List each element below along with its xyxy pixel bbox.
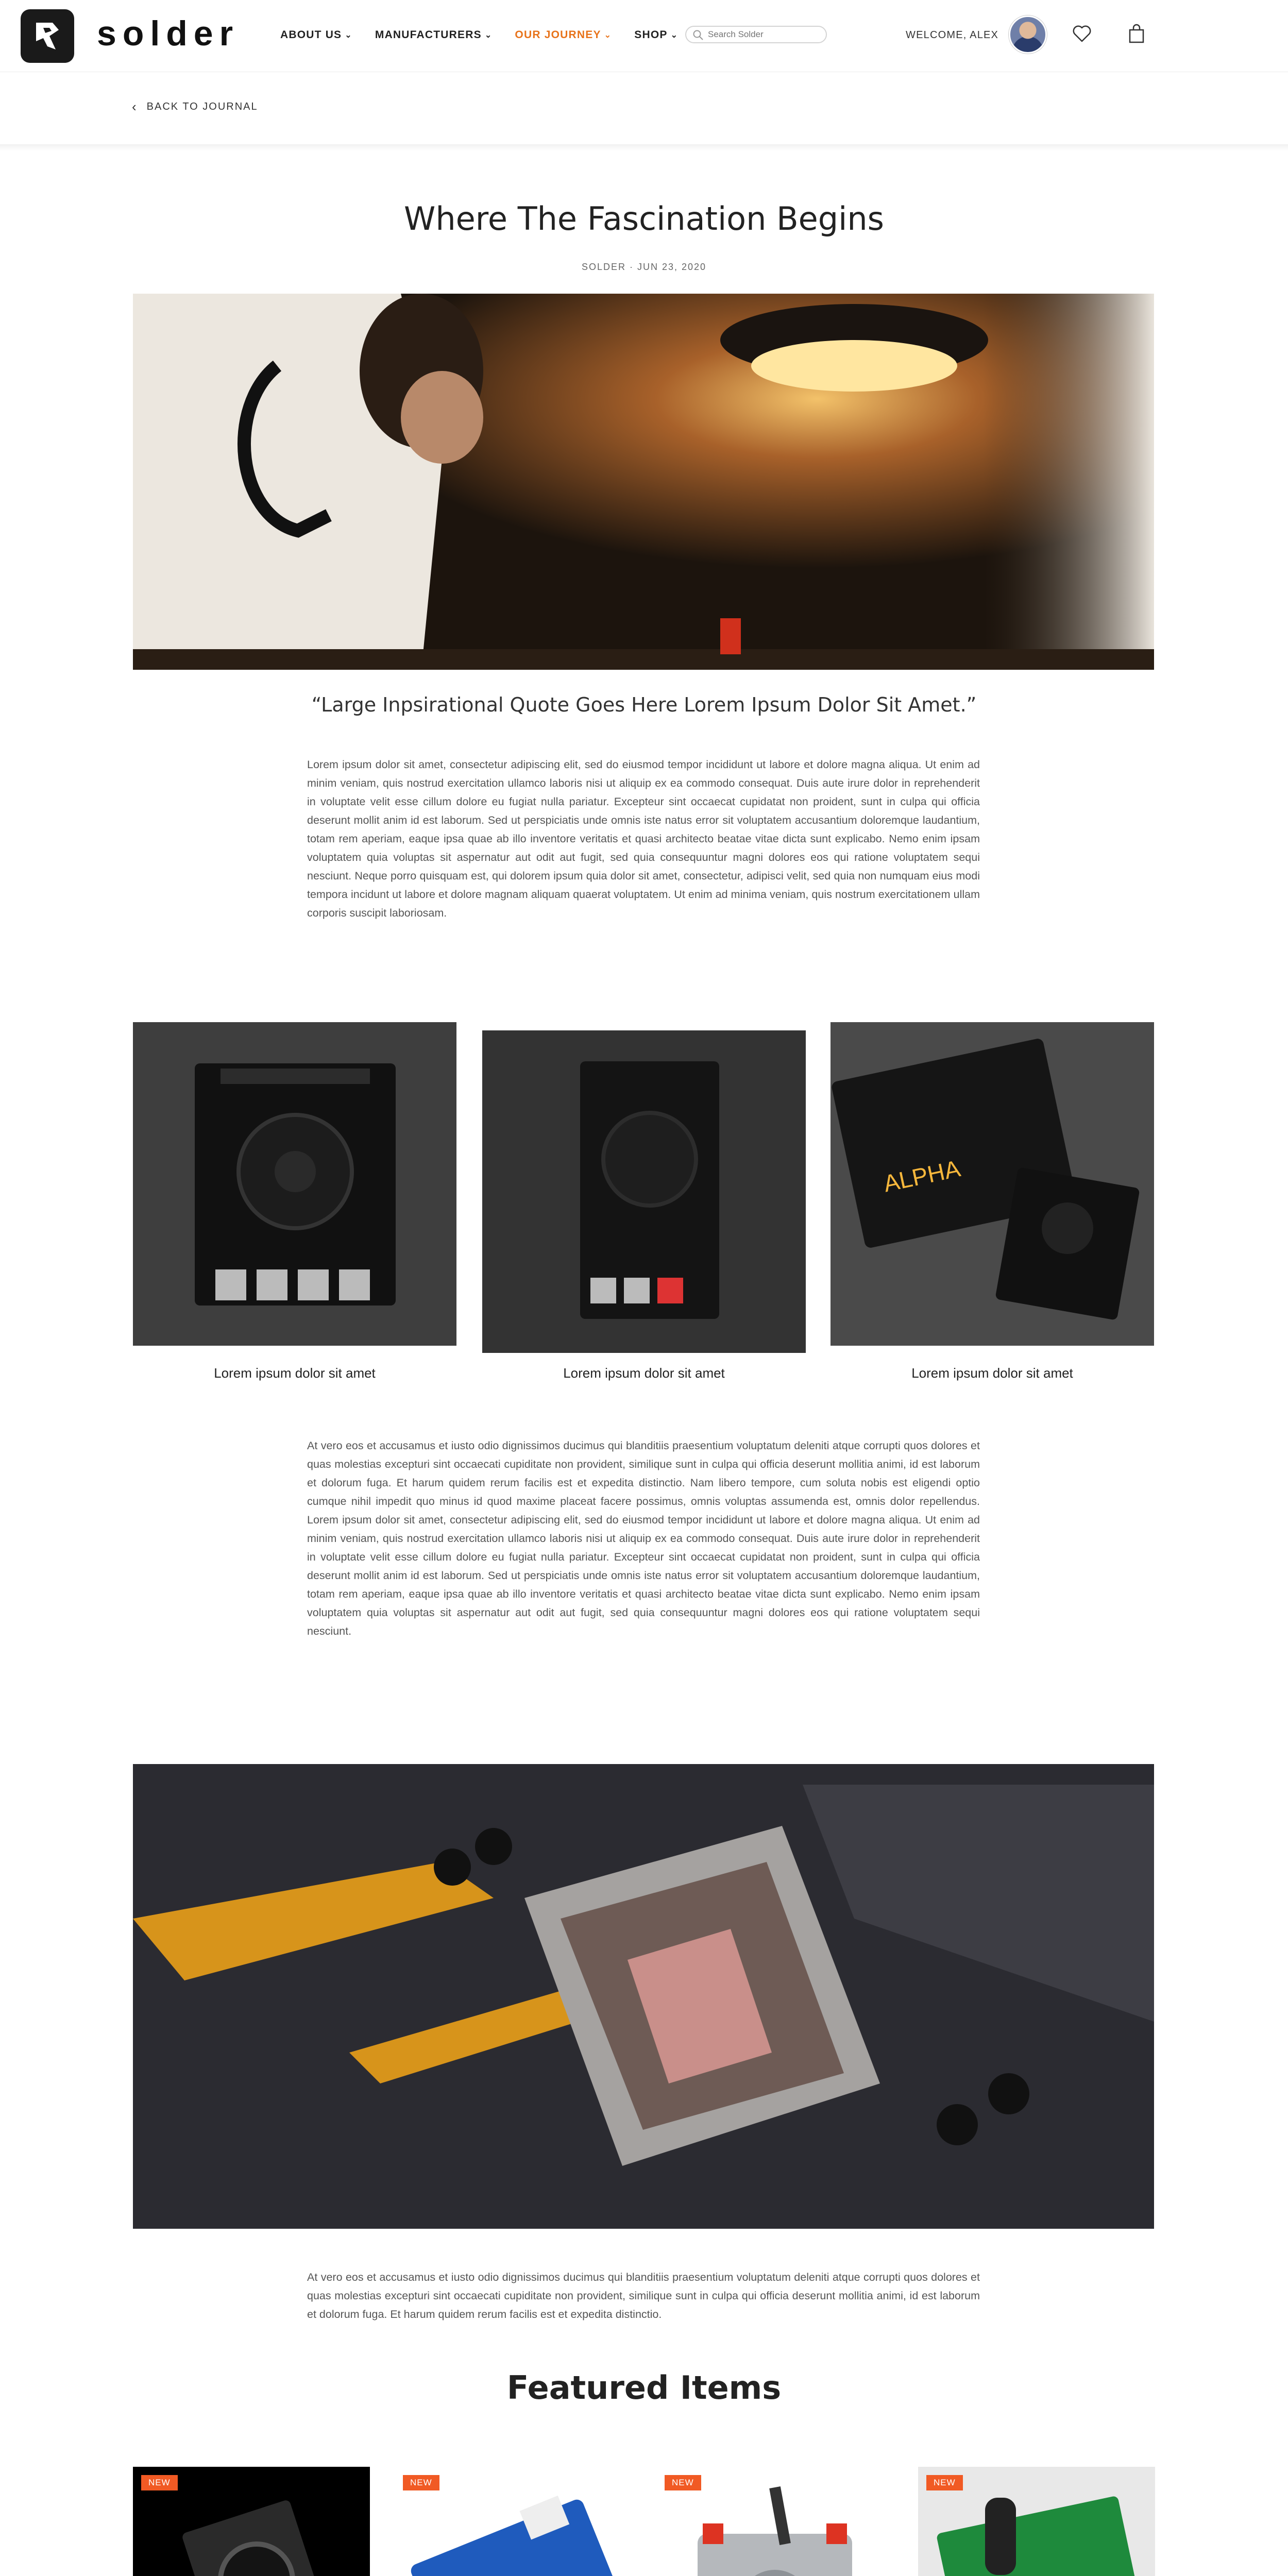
nav-our-journey[interactable] [515, 29, 612, 41]
logo-wordmark[interactable]: solder [97, 14, 240, 53]
back-link-label: BACK TO JOURNAL [146, 101, 258, 112]
product-card[interactable] [133, 2467, 370, 2576]
product-card[interactable] [395, 2467, 632, 2576]
chevron-left-icon: ‹ [132, 99, 138, 114]
motherboard-image [133, 1764, 1154, 2229]
gallery-caption: Lorem ipsum dolor sit amet [563, 1365, 725, 1381]
nav-label: ABOUT US [280, 29, 342, 41]
nav-about-us[interactable] [280, 29, 352, 41]
logo-icon[interactable] [21, 9, 74, 63]
article-meta: SOLDER · JUN 23, 2020 [581, 262, 707, 272]
nav-label: OUR JOURNEY [515, 29, 601, 41]
product-card[interactable] [656, 2467, 893, 2576]
divider [0, 144, 1288, 151]
gallery-image [831, 1022, 1154, 1346]
chevron-down-icon: ⌄ [484, 31, 493, 40]
article-paragraph: At vero eos et accusamus et iusto odio dignissimos ducimus qui blanditiis praesentium voluptatum deleniti atque corrupti quos dolores et quas molestias excepturi sint occaecati cupiditate non provident, similique sunt in culpa qui officia deserunt mollitia animi, id est laborum et dolorum fuga. Et harum quidem rerum facilis est et expedita distinctio. [307, 2271, 980, 2320]
nav-label: SHOP [634, 29, 668, 41]
new-badge: NEW [403, 2475, 439, 2490]
chevron-down-icon: ⌄ [604, 31, 612, 40]
featured-title: Featured Items [506, 2369, 782, 2406]
svg-text:ALPHA: ALPHA [881, 1155, 963, 1197]
hero-image [133, 294, 1154, 670]
search-icon [692, 29, 704, 41]
gallery-image [133, 1022, 456, 1346]
article-paragraph: At vero eos et accusamus et iusto odio dignissimos ducimus qui blanditiis praesentium voluptatum deleniti atque corrupti quos dolores et quas molestias excepturi sint occaecati cupiditate non provident, similique sunt in culpa qui officia deserunt mollitia animi, id est laborum et dolorum fuga. Et harum quidem rerum facilis est et expedita distinctio. Nam libero tempore, cum soluta nobis est eligendi optio cumque nihil impedit quo minus id quod maxime placeat facere possimus, omnis voluptas assumenda est, omnis dolor repellendus. Lorem ipsum dolor sit amet, consectetur adipiscing elit, sed do eiusmod tempor incididunt ut labore et dolore magna aliqua. Ut enim ad minim veniam, quis nostrud exercitation ullamco laboris nisi ut aliquip ex ea commodo consequat. Duis aute irure dolor in reprehenderit in voluptate velit esse cillum dolore eu fugiat nulla pariatur. Excepteur sint occaecat cupidatat non proident, sunt in culpa qui officia deserunt mollit anim id est laborum. Sed ut perspiciatis unde omnis iste natus error sit voluptatem accusantium doloremque laudantium, totam rem aperiam, eaque ipsa quae ab illo inventore veritatis et quasi architecto beatae vitae dicta sunt explicabo. Nemo enim ipsam voluptatem quia voluptas sit aspernatur aut odit aut fugit, sed quia consequuntur magni dolores eos qui ratione voluptatem sequi nesciunt. [307, 1439, 980, 1637]
gallery-caption: Lorem ipsum dolor sit amet [911, 1365, 1073, 1381]
bag-icon[interactable] [1127, 24, 1146, 44]
chevron-down-icon: ⌄ [670, 31, 679, 40]
avatar[interactable] [1009, 15, 1047, 54]
welcome-text: WELCOME, ALEX [906, 29, 999, 41]
gallery-caption: Lorem ipsum dolor sit amet [214, 1365, 376, 1381]
article-paragraph: Lorem ipsum dolor sit amet, consectetur adipiscing elit, sed do eiusmod tempor incididunt ut labore et dolore magna aliqua. Ut enim ad minim veniam, quis nostrud exercitation ullamco laboris nisi ut aliquip ex ea commodo consequat. Duis aute irure dolor in reprehenderit in voluptate velit esse cillum dolore eu fugiat nulla pariatur. Excepteur sint occaecat cupidatat non proident, sunt in culpa qui officia deserunt mollit anim id est laborum. Sed ut perspiciatis unde omnis iste natus error sit voluptatem accusantium doloremque laudantium, totam rem aperiam, eaque ipsa quae ab illo inventore veritatis et quasi architecto beatae vitae dicta sunt explicabo. Nemo enim ipsam voluptatem quia voluptas sit aspernatur aut odit aut fugit, sed quia consequuntur magni dolores eos qui ratione voluptatem sequi nesciunt. Neque porro quisquam est, qui dolorem ipsum quia dolor sit amet, consectetur, adipisci velit, sed quia non numquam eius modi tempora incidunt ut labore et dolore magnam aliquam quaerat voluptatem. Ut enim ad minima veniam, quis nostrum exercitationem ullam corporis suscipit laboriosam. [307, 758, 980, 919]
nav-shop[interactable] [634, 29, 678, 41]
nav-manufacturers[interactable] [375, 29, 493, 41]
pull-quote: “Large Inpsirational Quote Goes Here Lorem Ipsum Dolor Sit Amet.” [311, 693, 977, 716]
heart-icon[interactable] [1072, 24, 1092, 44]
gallery-image [482, 1030, 806, 1353]
product-card[interactable] [918, 2467, 1155, 2576]
search-input[interactable] [708, 29, 821, 40]
nav-label: MANUFACTURERS [375, 29, 482, 41]
article-title: Where The Fascination Begins [404, 200, 884, 238]
site-header [0, 0, 1288, 72]
search-box[interactable] [685, 26, 827, 43]
chevron-down-icon: ⌄ [345, 31, 352, 40]
new-badge: NEW [926, 2475, 963, 2490]
back-to-journal-link[interactable] [132, 99, 258, 115]
new-badge: NEW [141, 2475, 178, 2490]
new-badge: NEW [665, 2475, 701, 2490]
main-nav [280, 29, 678, 41]
